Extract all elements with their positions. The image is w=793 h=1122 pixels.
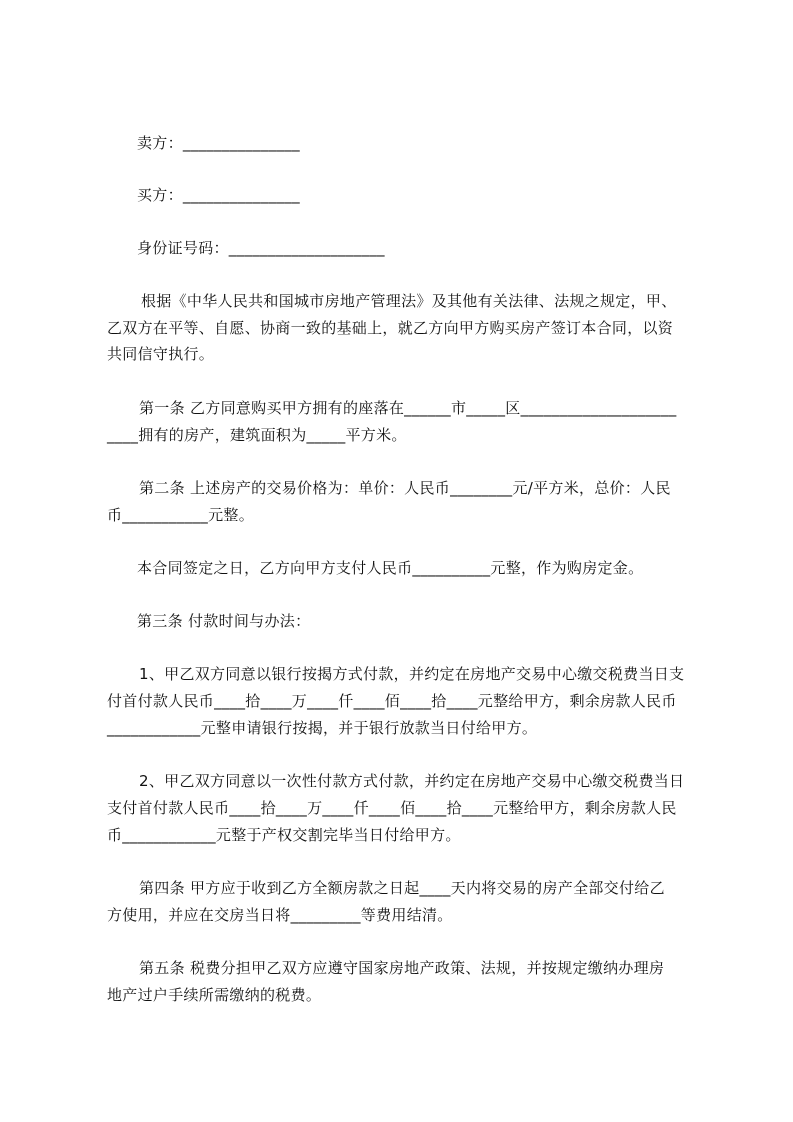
id-number-field: 身份证号码：____________________ [137, 239, 385, 257]
preamble-line: 乙双方在平等、自愿、协商一致的基础上，就乙方向甲方购买房产签订本合同，以资 [107, 319, 674, 337]
article-2-line: 第二条 上述房产的交易价格为：单价：人民币________元/平方米，总价：人民 [139, 479, 671, 497]
deposit-clause: 本合同签定之日，乙方向甲方支付人民币__________元整，作为购房定金。 [137, 559, 644, 577]
preamble-line: 共同信守执行。 [107, 345, 215, 363]
payment-option-1-line: ____________元整申请银行按揭，并于银行放款当日付给甲方。 [107, 719, 538, 737]
article-1-line: ____拥有的房产，建筑面积为_____平方米。 [107, 426, 407, 444]
article-3-title: 第三条 付款时间与办法： [137, 612, 311, 630]
article-4-line: 第四条 甲方应于收到乙方全额房款之日起____天内将交易的房产全部交付给乙 [139, 879, 665, 897]
buyer-field: 买方：_______________ [137, 186, 300, 204]
payment-option-1-line: 付首付款人民币____拾____万____仟____佰____拾____元整给甲方，剩余房款人民币 [107, 692, 677, 710]
article-1-line: 第一条 乙方同意购买甲方拥有的座落在______市_____区____________________ [139, 399, 677, 417]
payment-option-1-line: 1、甲乙双方同意以银行按揭方式付款，并约定在房地产交易中心缴交税费当日支 [139, 665, 685, 683]
article-5-line: 第五条 税费分担甲乙双方应遵守国家房地产政策、法规，并按规定缴纳办理房 [139, 959, 665, 977]
article-4-line: 方使用，并应在交房当日将_________等费用结清。 [107, 906, 453, 924]
payment-option-2-line: 2、甲乙双方同意以一次性付款方式付款，并约定在房地产交易中心缴交税费当日 [139, 772, 685, 790]
preamble-line: 根据《中华人民共和国城市房地产管理法》及其他有关法律、法规之规定，甲、 [141, 292, 677, 310]
seller-field: 卖方：_______________ [137, 134, 300, 152]
payment-option-2-line: 支付首付款人民币____拾____万____仟____佰____拾____元整给甲方，剩余房款人民 [107, 799, 677, 817]
article-5-line: 地产过户手续所需缴纳的税费。 [107, 986, 322, 1004]
payment-option-2-line: 币____________元整于产权交割完毕当日付给甲方。 [107, 826, 461, 844]
article-2-line: 币___________元整。 [107, 506, 255, 524]
